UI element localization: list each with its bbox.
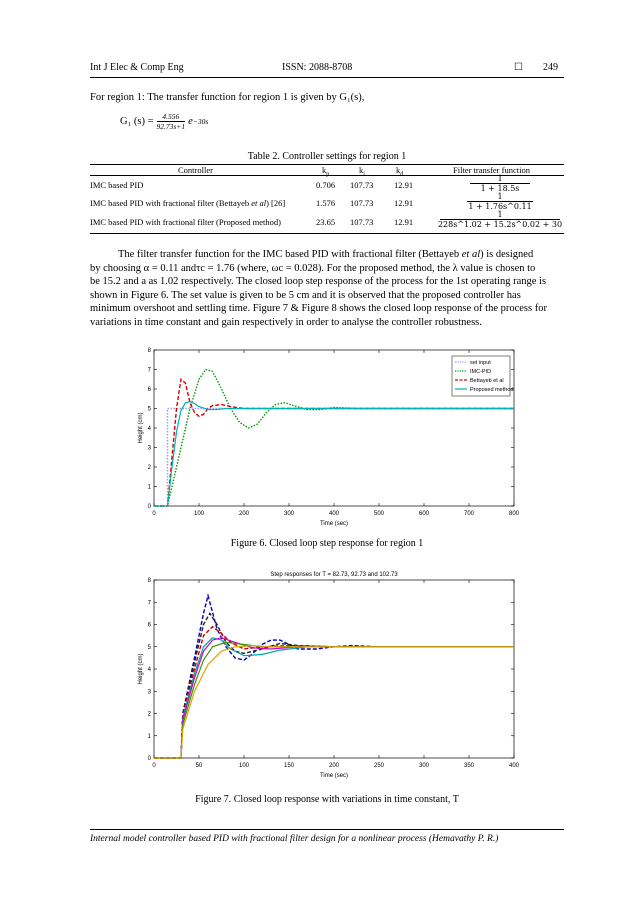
y-tick-label: 7 xyxy=(147,600,151,607)
row1-filter-den: 1 + 18.5s xyxy=(480,184,520,193)
para-l1b: et al xyxy=(461,249,481,260)
legend-label: set input xyxy=(470,360,491,366)
row2-filter-num: 1 xyxy=(497,192,503,201)
chart-title: Step responses for T = 82.73, 92.73 and 102.73 xyxy=(270,572,398,578)
x-axis-label: Time (sec) xyxy=(319,773,349,779)
y-tick-label: 8 xyxy=(147,578,151,584)
footer-text: Internal model controller based PID with fractional filter design for a nonlinear process (Hemavathy P. R.) xyxy=(90,834,499,844)
th-kp: $k_p$ xyxy=(322,165,330,178)
row3-ki: 107.73 xyxy=(350,217,374,227)
x-tick-label: 700 xyxy=(463,511,475,517)
eq-lhs: G₁ (s) = xyxy=(120,116,154,127)
square-icon: ☐ xyxy=(514,62,523,73)
footer-rule xyxy=(90,829,564,830)
row3-filter-den: 228s^1.02 + 15.2s^0.02 + 30 xyxy=(437,220,563,229)
y-tick-label: 2 xyxy=(147,465,151,471)
x-tick-label: 400 xyxy=(328,511,340,517)
y-axis-label: Height (cm) xyxy=(138,653,144,685)
x-tick-label: 800 xyxy=(508,511,520,517)
para-line-5: minimum overshoot and settling time. Figure 7 & Figure 8 shows the closed loop response of the process for xyxy=(90,303,547,314)
y-tick-label: 7 xyxy=(147,367,151,374)
y-tick-label: 1 xyxy=(147,484,151,491)
legend-label: Proposed method xyxy=(470,387,514,393)
row3-controller: IMC based PID with fractional filter (Proposed method) xyxy=(90,217,281,227)
row2-controller-b: et al xyxy=(251,198,267,208)
y-tick-label: 0 xyxy=(147,756,151,762)
y-axis-label: Height (cm) xyxy=(138,412,144,444)
th-ki: $k_i$ xyxy=(359,165,365,178)
eq-num: 4.556 xyxy=(162,112,180,121)
legend-label: IMC-PID xyxy=(470,369,492,375)
header-rule xyxy=(90,77,564,78)
x-tick-label: 0 xyxy=(152,511,156,517)
eq-exp: e xyxy=(188,116,193,127)
row2-filter xyxy=(440,192,560,211)
x-tick-label: 100 xyxy=(193,511,205,517)
row3-filter xyxy=(436,210,564,229)
region-text: For region 1: The transfer function for region 1 is given by G₁(s), xyxy=(90,92,365,103)
x-tick-label: 200 xyxy=(328,763,340,769)
x-tick-label: 500 xyxy=(373,511,385,517)
para-line-4: shown in Figure 6. The set value is given to be 5 cm and it is observed that the proposed controller has xyxy=(90,289,521,301)
figure-7-caption: Figure 7. Closed loop response with variations in time constant, T xyxy=(195,794,459,805)
page-number: 249 xyxy=(543,62,558,73)
th-filter: Filter transfer function xyxy=(453,165,530,175)
x-tick-label: 250 xyxy=(373,763,385,769)
x-tick-label: 200 xyxy=(238,511,250,517)
transfer-equation xyxy=(120,112,208,131)
y-tick-label: 4 xyxy=(147,426,151,432)
journal-name: Int J Elec & Comp Eng xyxy=(90,62,184,73)
y-tick-label: 3 xyxy=(147,445,151,452)
row2-filter-den: 1 + 1.76s^0.11 xyxy=(468,202,532,211)
eq-fraction xyxy=(157,112,186,131)
para-l1a: The filter transfer function for the IMC based PID with fractional filter (Bettayeb xyxy=(118,249,462,260)
issn: ISSN: 2088-8708 xyxy=(282,62,353,73)
x-tick-label: 150 xyxy=(283,763,295,769)
row1-ki: 107.73 xyxy=(350,180,374,190)
row1-filter-num: 1 xyxy=(497,174,503,183)
x-tick-label: 100 xyxy=(238,763,250,769)
row1-controller: IMC based PID xyxy=(90,180,144,190)
para-l1c: ) is designed xyxy=(480,249,534,260)
x-tick-label: 0 xyxy=(152,763,156,769)
eq-den: 92.73s+1 xyxy=(156,122,186,131)
para-line-3: be 15.2 and a as 1.02 respectively. The closed loop step response of the process for the 1st operating range is xyxy=(90,276,547,287)
para-line-6: variations in time constant and gain respectively in order to analyse the controller robustness. xyxy=(90,316,482,328)
x-tick-label: 50 xyxy=(195,763,203,769)
row1-kp: 0.706 xyxy=(316,180,336,190)
y-tick-label: 4 xyxy=(147,667,151,673)
y-tick-label: 0 xyxy=(147,504,151,510)
legend-label: Bettayeb et al xyxy=(470,378,504,384)
th-controller: Controller xyxy=(178,165,213,175)
row1-filter xyxy=(440,174,560,193)
y-tick-label: 3 xyxy=(147,689,151,696)
y-tick-label: 6 xyxy=(147,387,151,393)
table-title: Table 2. Controller settings for region 1 xyxy=(247,151,407,162)
row2-controller-a: IMC based PID with fractional filter (Bettayeb xyxy=(90,198,252,208)
x-tick-label: 600 xyxy=(418,511,430,517)
para-line-1 xyxy=(90,248,564,262)
x-tick-label: 350 xyxy=(463,763,475,769)
row3-filter-num: 1 xyxy=(497,210,503,219)
figure-6-chart xyxy=(130,342,530,532)
y-tick-label: 8 xyxy=(147,348,151,354)
th-kd: $k_d$ xyxy=(396,165,404,178)
x-tick-label: 300 xyxy=(283,511,295,517)
y-tick-label: 1 xyxy=(147,733,151,740)
row2-controller xyxy=(90,198,285,208)
para-line-2: by choosing α = 0.11 andτc = 1.76 (where, ωc = 0.028). For the proposed method, the λ value is chosen to xyxy=(90,262,536,274)
row2-controller-c: ) [26] xyxy=(266,198,286,208)
figure-6-caption: Figure 6. Closed loop step response for region 1 xyxy=(230,538,424,549)
row3-kd: 12.91 xyxy=(394,217,414,227)
y-tick-label: 6 xyxy=(147,622,151,629)
row2-kd: 12.91 xyxy=(394,198,414,208)
y-tick-label: 5 xyxy=(147,406,151,413)
table-rule-bottom xyxy=(90,233,564,234)
body-paragraph xyxy=(90,248,564,329)
x-tick-label: 300 xyxy=(418,763,430,769)
plot-frame xyxy=(154,580,514,758)
row3-kp: 23.65 xyxy=(316,217,336,227)
row2-ki: 107.73 xyxy=(350,198,374,208)
row1-kd: 12.91 xyxy=(394,180,414,190)
y-tick-label: 2 xyxy=(147,711,151,718)
figure-7-chart xyxy=(130,566,530,786)
x-tick-label: 400 xyxy=(508,763,520,769)
row2-kp: 1.576 xyxy=(316,198,336,208)
eq-sup: −30s xyxy=(192,117,209,126)
x-axis-label: Time (sec) xyxy=(319,521,349,527)
y-tick-label: 5 xyxy=(147,644,151,651)
